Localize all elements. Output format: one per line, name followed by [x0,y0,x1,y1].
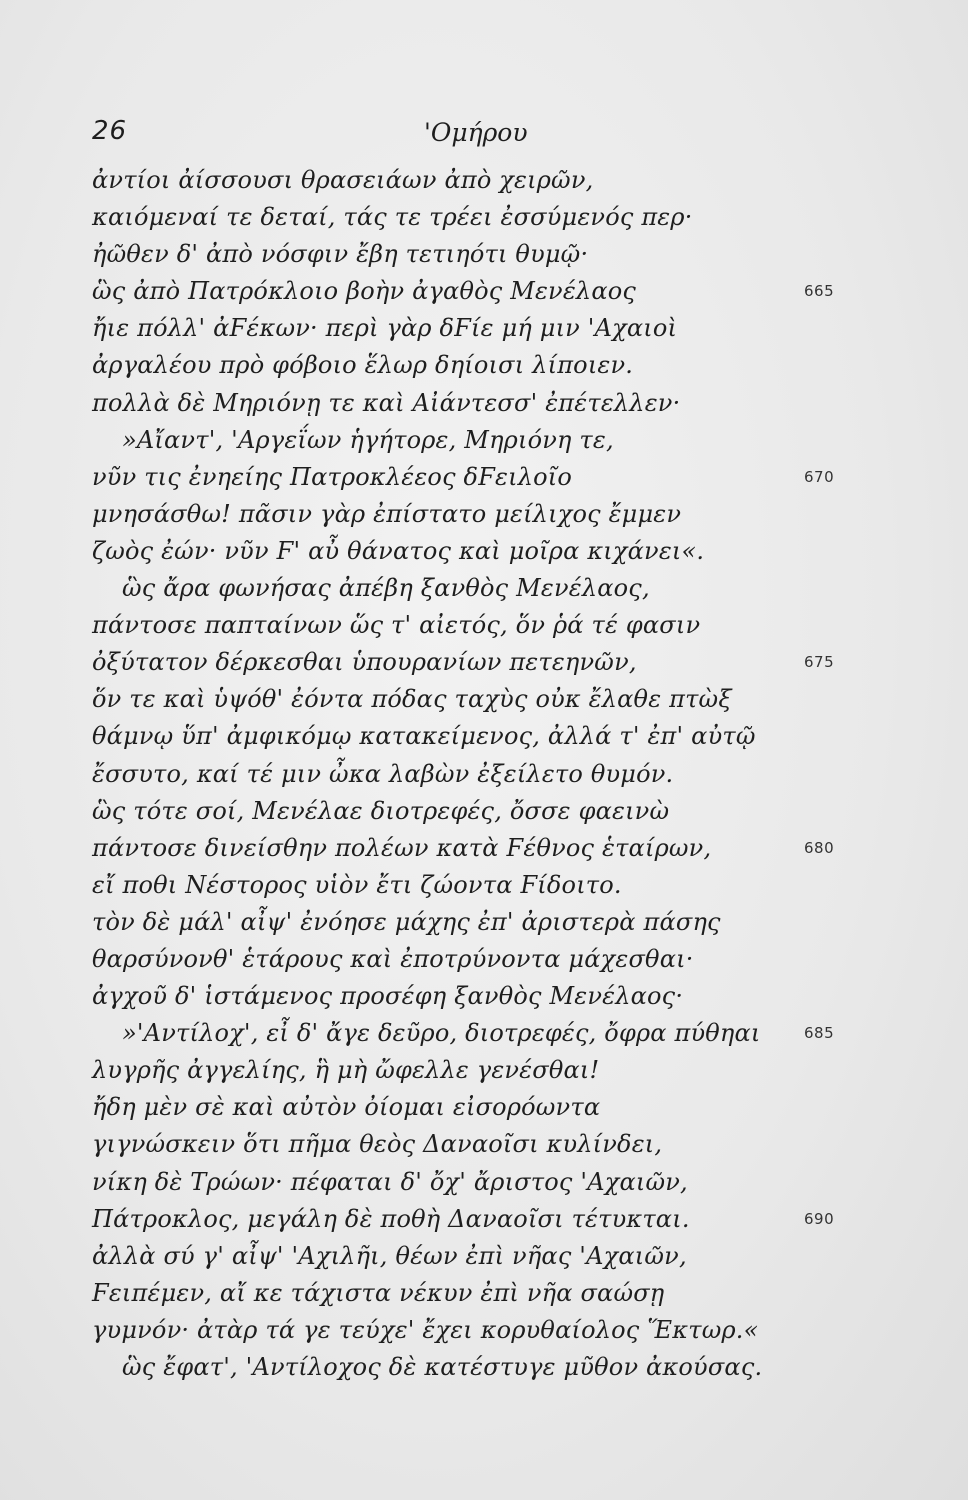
verse-text: »'Αντίλοχ', εἶ δ' ἄγε δεῦρο, διοτρεφές, ὄφρα πύθηαι [122,1019,761,1048]
verse-text: ὣς ἀπὸ Πατρόκλοιο βοὴν ἀγαθὸς Μενέλαος [92,277,637,306]
verse-text: πάντοσε δινείσθην πολέων κατὰ Ϝέθνος ἑταίρων, [92,833,712,862]
verse-line [92,162,872,199]
line-number: 685 [804,1024,835,1043]
verse-line [92,1164,872,1201]
verse-text: πάντοσε παπταίνων ὥς τ' αἰετός, ὅν ῥά τέ φασιν [92,611,701,640]
verse-line [92,236,872,273]
verse-line [92,570,872,607]
verse-line [92,1312,872,1349]
verse-line [92,1126,872,1163]
verse-text: ὣς τότε σοί, Μενέλαε διοτρεφές, ὄσσε φαεινὼ [92,796,670,825]
line-number: 665 [804,282,835,301]
verse-line [92,422,872,459]
verse-text: θαρσύνονθ' ἑτάρους καὶ ἐποτρύνοντα μάχεσθαι· [92,944,694,973]
verse-line [92,273,872,310]
verse-line [92,681,872,718]
verse-text: γυμνόν· ἀτὰρ τά γε τεύχε' ἔχει κορυθαίολος Ἕκτωρ.« [92,1315,759,1344]
verse-line [92,793,872,830]
verse-text: καιόμεναί τε δεταί, τάς τε τρέει ἐσσύμενός περ· [92,203,693,232]
verse-text: γιγνώσκειν ὅτι πῆμα θεὸς Δαναοῖσι κυλίνδει, [92,1130,663,1159]
verse-text: »Αἴαντ', 'Αργεΐων ἡγήτορε, Μηριόνη τε, [122,425,614,454]
verse-text: ἀντίοι ἀίσσουσι θρασειάων ἀπὸ χειρῶν, [92,166,594,194]
verse-text: ἀλλὰ σύ γ' αἶψ' 'Αχιλῆι, θέων ἐπὶ νῆας 'Αχαιῶν, [92,1241,687,1270]
verse-line [92,385,872,422]
line-number: 675 [804,653,835,672]
verse-line [92,533,872,570]
verse-line [92,756,872,793]
verse-text: νίκη δὲ Τρώων· πέφαται δ' ὄχ' ἄριστος 'Αχαιῶν, [92,1167,688,1196]
line-number: 680 [804,838,835,857]
verse-text: εἴ ποθι Νέστορος υἱὸν ἔτι ζώοντα Ϝίδοιτο. [92,870,622,899]
verse-text: ὅν τε καὶ ὑψόθ' ἐόντα πόδας ταχὺς οὐκ ἔλαθε πτὼξ [92,685,732,714]
verse-line [92,1349,872,1386]
page-number: 26 [92,116,128,146]
page-header [92,116,792,152]
verse-text: Ϝειπέμεν, αἴ κε τάχιστα νέκυν ἐπὶ νῆα σαώσῃ [92,1278,665,1307]
line-number: 690 [804,1209,835,1228]
verse-text: λυγρῆς ἀγγελίης, ἣ μὴ ὤφελλε γενέσθαι! [92,1056,600,1085]
verse-line [92,459,872,496]
verse-text: ὣς ἄρα φωνήσας ἀπέβη ξανθὸς Μενέλαος, [122,574,650,603]
verse-text: τὸν δὲ μάλ' αἶψ' ἐνόησε μάχης ἐπ' ἀριστερὰ πάσης [92,907,721,936]
verse-line [92,718,872,755]
verse-text: ἔσσυτο, καί τέ μιν ὦκα λαβὼν ἐξείλετο θυμόν. [92,759,674,788]
verse-line [92,1275,872,1312]
verse-text: ὀξύτατον δέρκεσθαι ὑπουρανίων πετεηνῶν, [92,648,637,677]
poem-text [92,162,872,1386]
verse-text: ἤδη μὲν σὲ καὶ αὐτὸν ὀίομαι εἰσορόωντα [92,1093,601,1122]
verse-line [92,1201,872,1238]
verse-line [92,904,872,941]
verse-text: πολλὰ δὲ Μηριόνῃ τε καὶ Αἰάντεσσ' ἐπέτελλεν· [92,388,681,417]
verse-line [92,199,872,236]
verse-line [92,867,872,904]
verse-text: νῦν τις ἐνηείης Πατροκλέεος δϜειλοῖο [92,462,573,491]
verse-line [92,496,872,533]
verse-text: ζωὸς ἐών· νῦν Ϝ' αὖ θάνατος καὶ μοῖρα κιχάνει«. [92,536,705,565]
verse-text: ἠῶθεν δ' ἀπὸ νόσφιν ἔβη τετιηότι θυμῷ· [92,240,589,269]
verse-line [92,607,872,644]
verse-line [92,644,872,681]
verse-text: Πάτροκλος, μεγάλη δὲ ποθὴ Δαναοῖσι τέτυκται. [92,1204,690,1233]
verse-text: ἀργαλέου πρὸ φόβοιο ἕλωρ δηίοισι λίποιεν. [92,351,634,380]
verse-text: μνησάσθω! πᾶσιν γὰρ ἐπίστατο μείλιχος ἔμμεν [92,499,682,528]
verse-text: ἤιε πόλλ' ἀϜέκων· περὶ γὰρ δϜίε μή μιν 'Αχαιοὶ [92,314,678,343]
verse-line [92,941,872,978]
verse-text: ἀγχοῦ δ' ἱστάμενος προσέφη ξανθὸς Μενέλαος· [92,982,684,1011]
verse-line [92,310,872,347]
verse-line [92,1015,872,1052]
verse-line [92,830,872,867]
line-number: 670 [804,467,835,486]
running-title: 'Ομήρου [424,118,528,147]
verse-line [92,1238,872,1275]
verse-line [92,978,872,1015]
verse-text: ὣς ἔφατ', 'Αντίλοχος δὲ κατέστυγε μῦθον ἀκούσας. [122,1353,763,1381]
verse-line [92,1052,872,1089]
verse-line [92,1089,872,1126]
verse-line [92,347,872,384]
verse-text: θάμνῳ ὕπ' ἀμφικόμῳ κατακείμενος, ἀλλά τ' ἐπ' αὐτῷ [92,722,756,751]
